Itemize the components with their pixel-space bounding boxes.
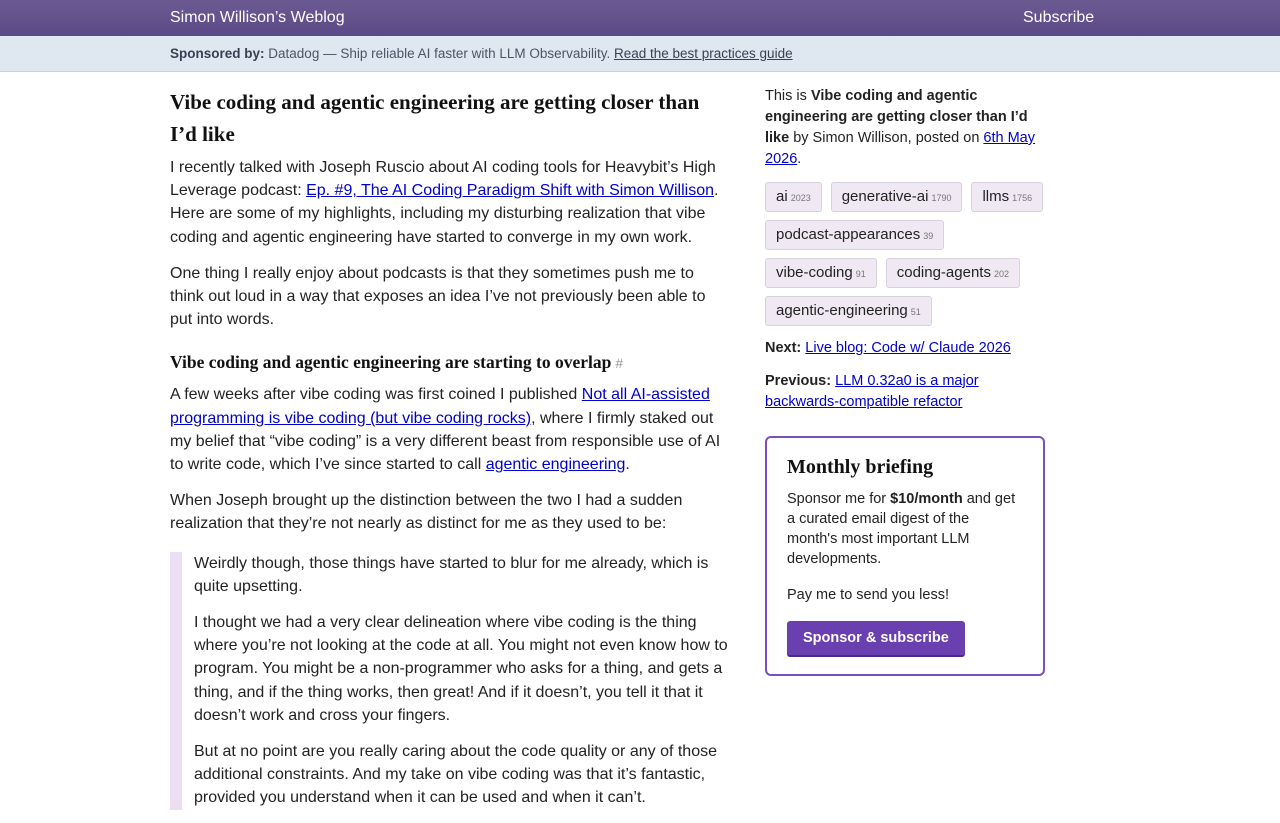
sponsor-banner xyxy=(0,36,1280,72)
article-paragraph: I recently talked with Joseph Ruscio about AI coding tools for Heavybit’s High Leverage podcast: Ep. #9, The AI Coding Paradigm Shift with Simon Willison. Here are some of my highlights, including my disturbing realization that vibe coding and agentic engineering have started to converge in my own work. xyxy=(170,159,719,246)
subscribe-link[interactable]: Subscribe xyxy=(1023,9,1095,26)
quote-paragraph: I thought we had a very clear delineation where vibe coding is the thing where you’re not looking at the code at all. You might not even know how to program. You might be a non-programmer who asks for a thing, and gets a thing, and if the thing works, then great! And if it doesn’t, you tell it that it doesn’t work and cross your fingers. xyxy=(194,614,728,724)
briefing-tagline: Pay me to send you less! xyxy=(787,587,949,603)
sponsor-subscribe-button[interactable]: Sponsor & subscribe xyxy=(787,621,965,657)
tag-count: 39 xyxy=(923,231,934,241)
sponsor-link[interactable]: Read the best practices guide xyxy=(613,46,793,61)
briefing-text: Sponsor me for $10/month and get a curated email digest of the month's most important LLM developments. xyxy=(787,491,1016,567)
post-date-link[interactable]: 6th May 2026 xyxy=(765,130,1036,167)
tag-agentic-engineering[interactable]: agentic-engineering 51 xyxy=(765,296,932,326)
tag-llms[interactable]: llms 1756 xyxy=(971,182,1043,212)
tag-vibe-coding[interactable]: vibe-coding 91 xyxy=(765,258,877,288)
article-paragraph: When Joseph brought up the distinction between the two I had a sudden realization that they’re not nearly as distinct for me as they used to be: xyxy=(170,492,683,533)
section-heading: Vibe coding and agentic engineering are starting to overlap # xyxy=(170,352,624,373)
post-meta: This is Vibe coding and agentic engineering are getting closer than I’d like by Simon Willison, posted on 6th May 2026. xyxy=(765,88,1036,167)
article-title: Vibe coding and agentic engineering are getting closer than I’d like xyxy=(170,90,700,146)
tag-count: 2023 xyxy=(790,193,811,203)
tag-count: 51 xyxy=(910,307,921,317)
next-post: Next: Live blog: Code w/ Claude 2026 xyxy=(765,340,1011,356)
top-bar xyxy=(0,0,1280,36)
post-title: Vibe coding and agentic engineering are getting closer than I’d like xyxy=(765,88,1028,146)
article xyxy=(170,86,730,823)
previous-post: Previous: LLM 0.32a0 is a major backwards-compatible refactor xyxy=(765,373,979,410)
tag-count: 1756 xyxy=(1012,193,1033,203)
not-all-ai-assisted-link[interactable]: Not all AI-assisted programming is vibe coding (but vibe coding rocks) xyxy=(170,386,710,427)
quote-paragraph: But at no point are you really caring about the code quality or any of those additional constraints. And my take on vibe coding was that it’s fantastic, provided you understand when it can be used and when it can’t. xyxy=(194,743,717,807)
podcast-episode-link[interactable]: Ep. #9, The AI Coding Paradigm Shift with Simon Willison xyxy=(306,182,714,200)
sponsor-text: Datadog — Ship reliable AI faster with LLM Observability. xyxy=(268,46,611,61)
tag-ai[interactable]: ai 2023 xyxy=(765,182,822,212)
article-paragraph: One thing I really enjoy about podcasts is that they sometimes push me to think out loud in a way that exposes an idea I’ve not previously been able to put into words. xyxy=(170,264,706,329)
monthly-briefing-box xyxy=(765,436,1045,676)
tag-count: 91 xyxy=(855,269,866,279)
agentic-engineering-link[interactable]: agentic engineering xyxy=(485,456,626,474)
sponsor-label: Sponsored by: xyxy=(170,46,265,61)
section-anchor-link[interactable]: # xyxy=(615,355,624,372)
article-paragraph: A few weeks after vibe coding was first coined I published Not all AI-assisted programming is vibe coding (but vibe coding rocks), where I firmly staked out my belief that “vibe coding” is a very different beast from responsible use of AI to write code, which I’ve since started to call agentic engineering. xyxy=(170,386,721,474)
quote-paragraph: Weirdly though, those things have started to blur for me already, which is quite upsetting. xyxy=(194,554,709,595)
briefing-title: Monthly briefing xyxy=(787,456,934,478)
blockquote xyxy=(170,552,730,810)
tag-count: 202 xyxy=(993,269,1009,279)
tag-coding-agents[interactable]: coding-agents 202 xyxy=(886,258,1020,288)
tag-list xyxy=(765,182,1045,326)
sidebar xyxy=(765,86,1045,676)
next-post-link[interactable]: Live blog: Code w/ Claude 2026 xyxy=(805,340,1011,356)
tag-generative-ai[interactable]: generative-ai 1790 xyxy=(831,182,963,212)
tag-podcast-appearances[interactable]: podcast-appearances 39 xyxy=(765,220,944,250)
site-title-link[interactable]: Simon Willison’s Weblog xyxy=(170,9,345,26)
previous-post-link[interactable]: LLM 0.32a0 is a major backwards-compatible refactor xyxy=(765,373,979,410)
tag-count: 1790 xyxy=(931,193,952,203)
